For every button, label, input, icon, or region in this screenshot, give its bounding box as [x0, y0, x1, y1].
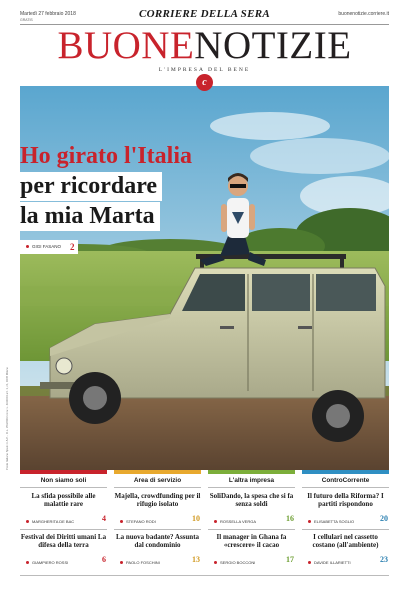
section-title[interactable]: Non siamo soli [40, 477, 87, 484]
section-divider [20, 487, 107, 488]
masthead[interactable] [0, 26, 409, 66]
story-item[interactable] [20, 533, 107, 565]
byline-dot-icon [214, 561, 217, 564]
story-page: 17 [286, 555, 294, 564]
story-title: I cellulari nel cassetto costano (all'ambiente) [312, 533, 379, 550]
story-item[interactable] [114, 533, 201, 565]
corriere-logo[interactable]: CORRIERE DELLA SERA [138, 8, 271, 20]
story-title: Majella, crowdfunding per il rifugio isolato [114, 492, 201, 509]
story-author: DAVIDE ILLARIETTI [314, 560, 351, 565]
website-url[interactable]: buonenotizie.corriere.it [338, 11, 389, 17]
story-author: STEFANO RODI [126, 519, 156, 524]
story-page: 4 [102, 514, 106, 523]
story-item[interactable] [208, 492, 295, 524]
section-divider [302, 487, 389, 488]
issue-date: Martedì 27 febbraio 2018 [20, 11, 76, 17]
footer-divider [20, 575, 389, 576]
section-color-bar [20, 470, 107, 474]
section-non-siamo-soli [20, 470, 107, 570]
section-title[interactable]: ControCorrente [321, 477, 370, 484]
section-controcorrente [302, 470, 389, 570]
postal-note: Poste Italiane Sped. in A.P. - D.L. 353/2003 conv. L. 46/2004 art. 1, c1, DCB Milano [5, 367, 9, 470]
issue-line: GRATIS [20, 18, 33, 22]
cover-byline [20, 240, 78, 254]
story-author: SERGIO BOCCONI [220, 560, 256, 565]
story-page: 13 [192, 555, 200, 564]
section-columns [20, 470, 389, 570]
cover-author: GIGI FASANO [32, 244, 62, 249]
story-page: 20 [380, 514, 388, 523]
story-author: PAOLO FOSCHINI [126, 560, 160, 565]
section-color-bar [114, 470, 201, 474]
byline-dot-icon [26, 561, 29, 564]
byline-dot-icon [26, 520, 29, 523]
cover-page-number: 2 [70, 242, 75, 252]
headline-line-2: per ricordare [20, 172, 162, 201]
masthead-tagline: L'IMPRESA DEL BENE [158, 67, 251, 73]
story-item[interactable] [302, 533, 389, 565]
story-page: 23 [380, 555, 388, 564]
section-color-bar [302, 470, 389, 474]
story-author: ROSSELLA VERGA [220, 519, 257, 524]
story-title: Il manager in Ghana fa «crescere» il cacao [216, 533, 287, 550]
story-item[interactable] [208, 533, 295, 565]
headline-line-3: la mia Marta [20, 202, 160, 231]
byline-dot-icon [120, 561, 123, 564]
byline-dot-icon [26, 245, 29, 248]
story-item[interactable] [302, 492, 389, 524]
story-divider [114, 529, 201, 530]
section-title[interactable]: L'altra impresa [228, 477, 275, 484]
section-divider [208, 487, 295, 488]
story-item[interactable] [114, 492, 201, 524]
top-strip [0, 6, 409, 24]
story-page: 16 [286, 514, 294, 523]
masthead-part-2: NOTIZIE [194, 24, 352, 67]
story-divider [208, 529, 295, 530]
byline-dot-icon [214, 520, 217, 523]
story-page: 10 [192, 514, 200, 523]
story-divider [20, 529, 107, 530]
section-area-di-servizio [114, 470, 201, 570]
story-author: GIAMPIERO ROSSI [32, 560, 69, 565]
section-divider [114, 487, 201, 488]
story-title: La nuova badante? Assunta dal condominio [115, 533, 200, 550]
story-page: 6 [102, 555, 106, 564]
byline-dot-icon [308, 520, 311, 523]
section-color-bar [208, 470, 295, 474]
story-title: Festival dei Diritti umani La difesa della terra [20, 533, 107, 550]
story-divider [302, 529, 389, 530]
story-author: MARGHERITA DE BAC [32, 519, 75, 524]
headline-line-1: Ho girato l'Italia [20, 143, 192, 169]
story-title: La sfida possibile alle malattie rare [31, 492, 96, 509]
story-title: Il futuro della Riforma? I partiti rispondono [307, 492, 384, 509]
section-title[interactable]: Area di servizio [133, 477, 182, 484]
corriere-badge-icon: c [196, 74, 213, 91]
story-item[interactable] [20, 492, 107, 524]
masthead-part-1: BUONE [57, 24, 195, 67]
story-author: ELISABETTA SOGLIO [314, 519, 355, 524]
byline-dot-icon [120, 520, 123, 523]
cover-headline[interactable] [20, 142, 197, 232]
byline-dot-icon [308, 561, 311, 564]
story-title: SoliDando, la spesa che si fa senza soldi [209, 492, 294, 509]
section-altra-impresa [208, 470, 295, 570]
